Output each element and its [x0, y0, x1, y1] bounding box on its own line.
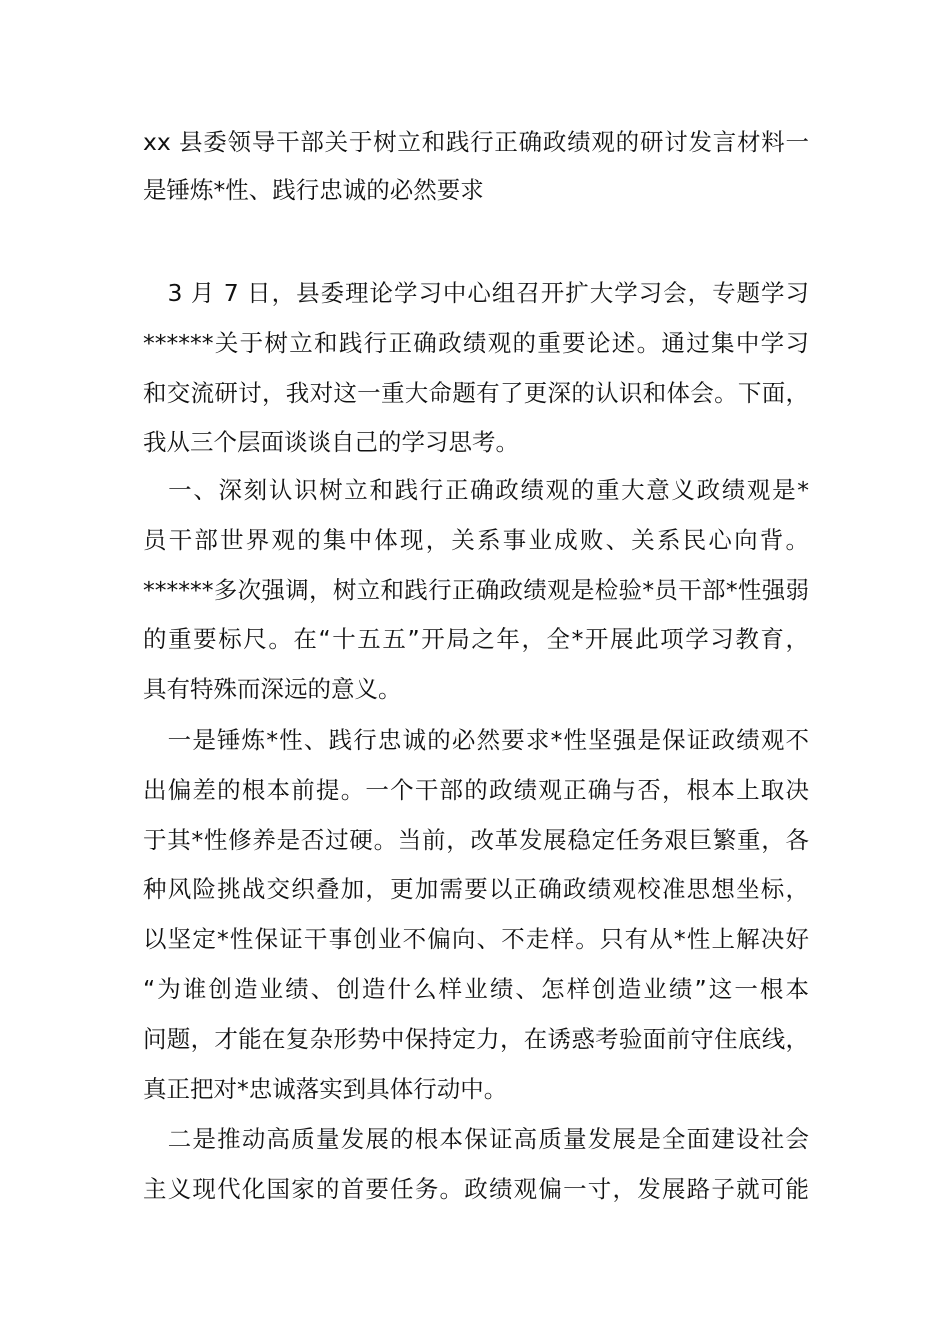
paragraph-line: 种风险挑战交织叠加，更加需要以正确政绩观校准思想坐标， [143, 875, 809, 904]
paragraph-line: 的重要标尺。在“十五五”开局之年，全*开展此项学习教育， [143, 625, 809, 654]
paragraph-line: ******关于树立和践行正确政绩观的重要论述。通过集中学习 [143, 328, 809, 357]
paragraph-line: 和交流研讨，我对这一重大命题有了更深的认识和体会。下面， [143, 378, 809, 407]
paragraph-line: 员干部世界观的集中体现，关系事业成败、关系民心向背。 [143, 525, 809, 554]
paragraph-line: 3 月 7 日，县委理论学习中心组召开扩大学习会，专题学习 [143, 279, 809, 307]
paragraph-line: 出偏差的根本前提。一个干部的政绩观正确与否，根本上取决 [143, 775, 809, 804]
document-title-line: xx 县委领导干部关于树立和践行正确政绩观的研讨发言材料一 [143, 128, 809, 156]
paragraph-line: ******多次强调，树立和践行正确政绩观是检验*员干部*性强弱 [143, 575, 809, 604]
paragraph-line: 一是锤炼*性、践行忠诚的必然要求*性坚强是保证政绩观不 [143, 726, 809, 754]
document-title-line: 是锤炼*性、践行忠诚的必然要求 [143, 176, 484, 204]
paragraph-line: 问题，才能在复杂形势中保持定力，在诱惑考验面前守住底线， [143, 1024, 809, 1053]
paragraph-line: 以坚定*性保证干事创业不偏向、不走样。只有从*性上解决好 [143, 925, 809, 954]
paragraph-line: 主义现代化国家的首要任务。政绩观偏一寸，发展路子就可能 [143, 1174, 809, 1203]
paragraph-line: 我从三个层面谈谈自己的学习思考。 [143, 428, 519, 457]
paragraph-line: 一、深刻认识树立和践行正确政绩观的重大意义政绩观是* [143, 476, 809, 504]
paragraph-line: 于其*性修养是否过硬。当前，改革发展稳定任务艰巨繁重，各 [143, 825, 809, 854]
paragraph-line: 真正把对*忠诚落实到具体行动中。 [143, 1074, 508, 1103]
paragraph-line: 二是推动高质量发展的根本保证高质量发展是全面建设社会 [143, 1125, 809, 1153]
paragraph-line: “为谁创造业绩、创造什么样业绩、怎样创造业绩”这一根本 [143, 975, 809, 1003]
paragraph-line: 具有特殊而深远的意义。 [143, 675, 402, 704]
